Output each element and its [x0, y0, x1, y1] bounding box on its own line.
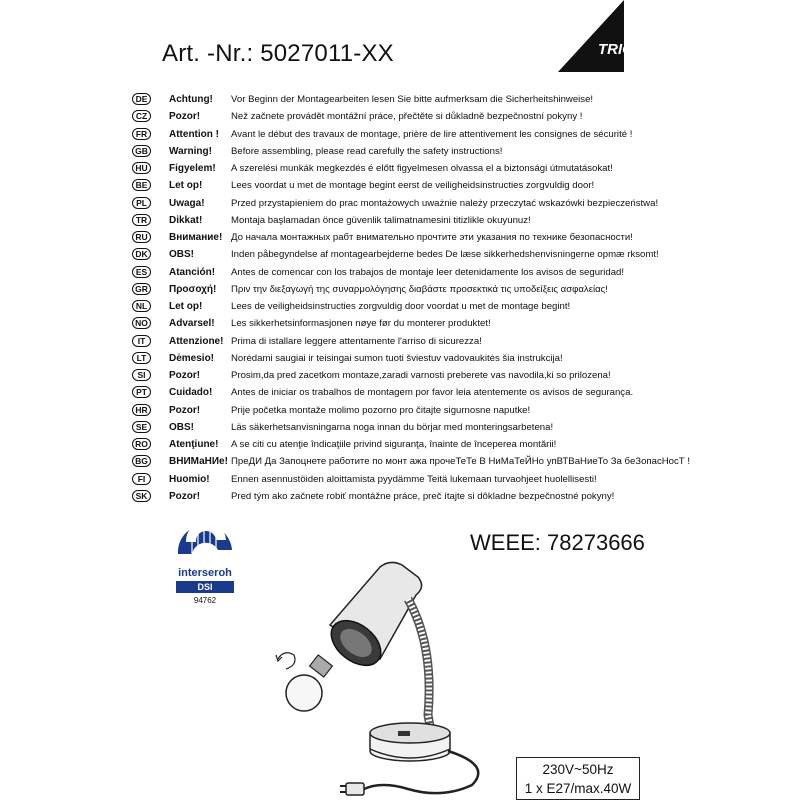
language-code-badge: RU [132, 231, 151, 243]
interseroh-emblem-icon [172, 520, 238, 566]
warning-text: Inden påbegyndelse af montagearbejderne bedes De læse sikkerhedshenvisningerne opmæ rksomt! [231, 249, 659, 261]
warning-row [132, 212, 692, 229]
language-code-badge: RO [132, 438, 151, 450]
warning-row [132, 402, 692, 419]
warning-text: ПреДИ Да Запоцнете работите по монт ажа прочеТеТе В НиМаТеЙНо упВТВаНиеТо За беЗопасНосТ ! [231, 456, 690, 468]
article-number: Art. -Nr.: 5027011-XX [162, 40, 394, 67]
language-code-badge: NO [132, 317, 151, 329]
warning-text: Prije početka montaže molimo pozorno pro čitajte sigurnosne naputke! [231, 404, 531, 416]
warning-row [132, 264, 692, 281]
warning-row [132, 384, 692, 401]
warning-text: Prosim,da pred zacetkom montaze,zaradi varnosti preberete vas navodila,ki so prilozena! [231, 370, 611, 381]
warning-text: Antes de comencar con los trabajos de montaje leer detenidamente los avisos de seguridad! [231, 266, 625, 278]
warning-text: Než začnete provádět montážní práce, přečtěte si důkladně bezpečnostní pokyny ! [231, 111, 583, 123]
warning-text: Avant le début des travaux de montage, prière de lire attentivement les consignes de sécurité ! [231, 128, 633, 140]
language-code-badge: FR [132, 128, 151, 140]
language-code-badge: DK [132, 248, 151, 260]
warning-label: ВНИМаНИе! [169, 456, 228, 468]
warning-label: Let op! [169, 301, 203, 312]
warning-row [132, 453, 692, 470]
language-code-badge: PL [132, 197, 151, 209]
warning-row [132, 488, 692, 505]
light-bulb [286, 655, 332, 711]
warning-text: Vor Beginn der Montagearbeiten lesen Sie bitte aufmerksam die Sicherheitshinweise! [231, 94, 594, 105]
plug [346, 783, 364, 795]
warning-label: Attenzione! [169, 335, 224, 347]
interseroh-logo [172, 520, 238, 605]
warning-row [132, 367, 692, 384]
desk-lamp-illustration [262, 555, 512, 800]
warning-text: До начала монтажных рабт внимательно прочтите эти указания по технике безопасности! [231, 232, 633, 243]
warning-text: Ennen asennustöiden aloittamista pyydämme Teitä lukemaan turvaohjeet huolellisesti! [231, 473, 597, 485]
warning-row [132, 281, 692, 298]
warning-label: Pozor! [169, 404, 201, 416]
electrical-specs [516, 757, 640, 800]
language-code-badge: NL [132, 300, 151, 312]
language-code-badge: IT [132, 335, 151, 347]
interseroh-name: interseroh [178, 567, 232, 579]
warning-label: Attention ! [169, 128, 219, 140]
lamp-switch [398, 731, 410, 736]
warning-label: Pozor! [169, 111, 201, 123]
language-code-badge: CZ [132, 110, 151, 122]
language-code-badge: ES [132, 266, 151, 278]
interseroh-number: 94762 [193, 596, 217, 605]
warning-label: Dėmesio! [169, 352, 215, 364]
warning-label: Warning! [169, 145, 212, 157]
language-code-badge: HU [132, 162, 151, 174]
warning-text: Przed przystapieniem do prac montażowych uważnie należy przeczytać wskazówki bezpieczeństwa! [231, 197, 659, 209]
warning-text: A se citi cu atenţie îndicaţiile privind siguranţa, înainte de începerea montării! [231, 439, 557, 450]
warning-row [132, 436, 692, 453]
warning-row [132, 177, 692, 194]
language-code-badge: PT [132, 386, 151, 398]
language-code-badge: BG [132, 455, 151, 467]
bulb-spec: 1 x E27/max.40W [524, 781, 632, 796]
warning-row [132, 246, 692, 263]
interseroh-dsi-badge: DSI [176, 581, 234, 593]
brand-name: TRIO [598, 41, 634, 58]
language-code-badge: HR [132, 404, 151, 416]
safety-warnings-list [132, 91, 692, 505]
warning-row [132, 229, 692, 246]
language-code-badge: GB [132, 145, 151, 157]
warning-label: Figyelem! [169, 163, 216, 174]
warning-row [132, 350, 692, 367]
warning-label: Let op! [169, 180, 203, 192]
warning-text: Norėdami saugiai ir teisingai sumon tuoti šviestuv vadovaukitės šia instrukcija! [231, 352, 563, 364]
warning-label: Atanción! [169, 266, 216, 278]
trio-logo [558, 0, 648, 74]
warning-label: Dikkat! [169, 214, 203, 226]
warning-text: Lees de veiligheidsinstructies zorgvuldig door voordat u met de montage begint! [231, 301, 571, 312]
language-code-badge: SK [132, 490, 151, 502]
warning-row [132, 91, 692, 108]
language-code-badge: FI [132, 473, 151, 485]
warning-row [132, 143, 692, 160]
language-code-badge: SE [132, 421, 151, 433]
warning-row [132, 333, 692, 350]
warning-text: Läs säkerhetsanvisningarna noga innan du börjar med monteringsarbetena! [231, 421, 554, 433]
warning-row [132, 160, 692, 177]
warning-label: OBS! [169, 421, 194, 433]
warning-text: Pred tým ako začnete robiť montážne práce, preč ítajte si dôkladne bezpečnostné pokyny! [231, 490, 615, 502]
language-code-badge: GR [132, 283, 151, 295]
warning-label: Pozor! [169, 370, 201, 381]
language-code-badge: BE [132, 179, 151, 191]
warning-row [132, 471, 692, 488]
warning-label: Προσοχή! [169, 283, 217, 295]
voltage-spec: 230V~50Hz [542, 762, 614, 777]
warning-text: Les sikkerhetsinformasjonen nøye før du monterer produktet! [231, 318, 491, 330]
warning-row [132, 315, 692, 332]
weee-number: WEEE: 78273666 [470, 530, 645, 555]
warning-row [132, 419, 692, 436]
warning-row [132, 108, 692, 125]
warning-row [132, 126, 692, 143]
warning-text: Πριν την διεξαγωγή της συναρμολόγησης διαβάστε προσεκτικά τις υποδείξεις ασφαλείας! [231, 283, 608, 295]
warning-text: A szerelési munkák megkezdés é előtt figyelmesen olvassa el a biztonsági útmutatásokat! [231, 163, 613, 174]
warning-label: Uwaga! [169, 197, 205, 209]
language-code-badge: TR [132, 214, 151, 226]
warning-row [132, 195, 692, 212]
language-code-badge: LT [132, 352, 151, 364]
warning-text: Antes de iniciar os trabalhos de montagem por favor leia atentemente os avisos de segurança. [231, 387, 634, 399]
warning-label: Внимание! [169, 232, 223, 243]
warning-label: Pozor! [169, 490, 201, 502]
rotate-arrow-icon [278, 653, 295, 669]
warning-label: Advarsel! [169, 318, 215, 330]
warning-text: Montaja başlamadan önce güvenlik talimatnamesini titizlikle okuyunuz! [231, 214, 531, 226]
warning-label: Cuidado! [169, 387, 213, 399]
warning-label: Atenţiune! [169, 439, 219, 450]
warning-row [132, 298, 692, 315]
warning-text: Prima di istallare leggere attentamente l'arriso di sicurezza! [231, 335, 482, 347]
warning-label: Achtung! [169, 94, 213, 105]
language-code-badge: DE [132, 93, 151, 105]
warning-label: OBS! [169, 249, 194, 261]
warning-text: Before assembling, please read carefully the safety instructions! [231, 145, 503, 157]
language-code-badge: SI [132, 369, 151, 381]
warning-text: Lees voordat u met de montage begint eerst de veiligheidsinstructies zorgvuldig door! [231, 180, 595, 192]
warning-label: Huomio! [169, 473, 210, 485]
